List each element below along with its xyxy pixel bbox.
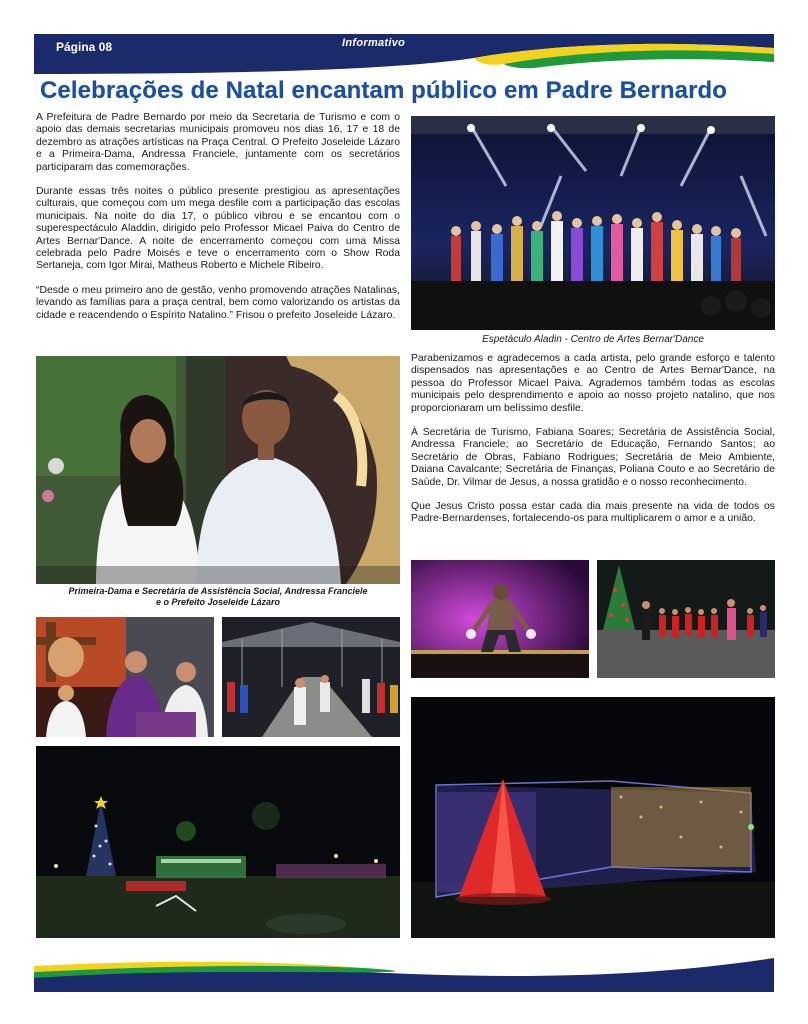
footer-band-graphic [34,958,774,992]
first-lady-mayor-photo [36,356,400,584]
paragraph: “Desde o meu primeiro ano de gestão, venho promovendo atrações Natalinas, levando as famílias para a praça central, bem como valorizando os artistas da cidade e reacendendo o Espírito Natalino.” Frisou o prefeito Joseleide Lázaro. [36,284,400,321]
page-footer [34,958,774,992]
paragraph: Durante essas três noites o público presente prestigiou as apresentações culturais, que começou com um mega desfile com a participação das escolas municipais. Na noite do dia 17, o público vibrou e se encantou com o superespectáculo Aladdin, dirigido pelo Professor Micael Paiva do Centro de Artes Bernar'Dance. A noite de encerramento começou com uma Missa celebrada pelo Padre Moisés e teve o encerramento com o Show Roda Sertaneja, com Igor Mirai, Matheus Roberto e Michele Ribeiro. [36,186,400,272]
couple-caption-line-1: Primeira-Dama e Secretária de Assistência Social, Andressa Franciele [68,586,368,596]
paragraph: Que Jesus Cristo possa estar cada dia mais presente na vida de todos os Padre-Bernardenses, fortalecendo-os para multiplicarem o amor e a união. [411,501,775,525]
parade-photo [222,617,400,737]
paragraph: A Prefeitura de Padre Bernardo por meio da Secretaria de Turismo e com o apoio das demais secretarias municipais promoveu nos dias 16, 17 e 18 de dezembro as atrações artísticas na Praça Central. O Prefeito Joseleide Lázaro e a Primeira-Dama, Andressa Franciele, juntamente com os secretários participaram das comemorações. [36,112,400,173]
christmas-tree-lights-photo [411,697,775,938]
aladin-caption: Espetáculo Aladin - Centro de Artes Bernar'Dance [482,334,704,345]
page-header [34,34,774,74]
dancer-photo [411,560,589,678]
couple-caption-line-2: e o Prefeito Joseleide Lázaro [155,597,281,607]
plaza-lights-photo [36,746,400,938]
right-text-column [411,353,775,538]
article-title: Celebrações de Natal encantam público em Padre Bernardo [40,77,728,104]
children-parade-photo [597,560,775,678]
section-label: Informativo [342,37,406,49]
mass-photo [36,617,214,737]
left-text-column [36,112,400,334]
couple-caption [36,586,400,608]
page-number: Página 08 [56,40,113,54]
paragraph: Parabenizamos e agradecemos a cada artista, pelo grande esforço e talento dispensados nas apresentações e ao Centro de Artes Bernar'Dance, na pessoa do Professor Micael Paiva. Agrademos também todas as escolas municipais pelo desprendimento e apoio ao nosso projeto natalino, que nos proporcionaram um belíssimo desfile. [411,353,775,414]
paragraph: À Secretária de Turismo, Fabiana Soares; Secretária de Assistência Social, Andressa Franciele; ao Secretário de Educação, Fernando Santos; ao Secretário de Obras, Fabiano Rodrigues; Secretária de Meio Ambiente, Daiana Cavalcante; Secretária de Finanças, Poliana Couto e ao Secretário de Saúde, Dr. Vilmar de Jesus, a nossa gratidão e o nosso reconhecimento. [411,427,775,488]
aladin-stage-photo [411,116,775,330]
